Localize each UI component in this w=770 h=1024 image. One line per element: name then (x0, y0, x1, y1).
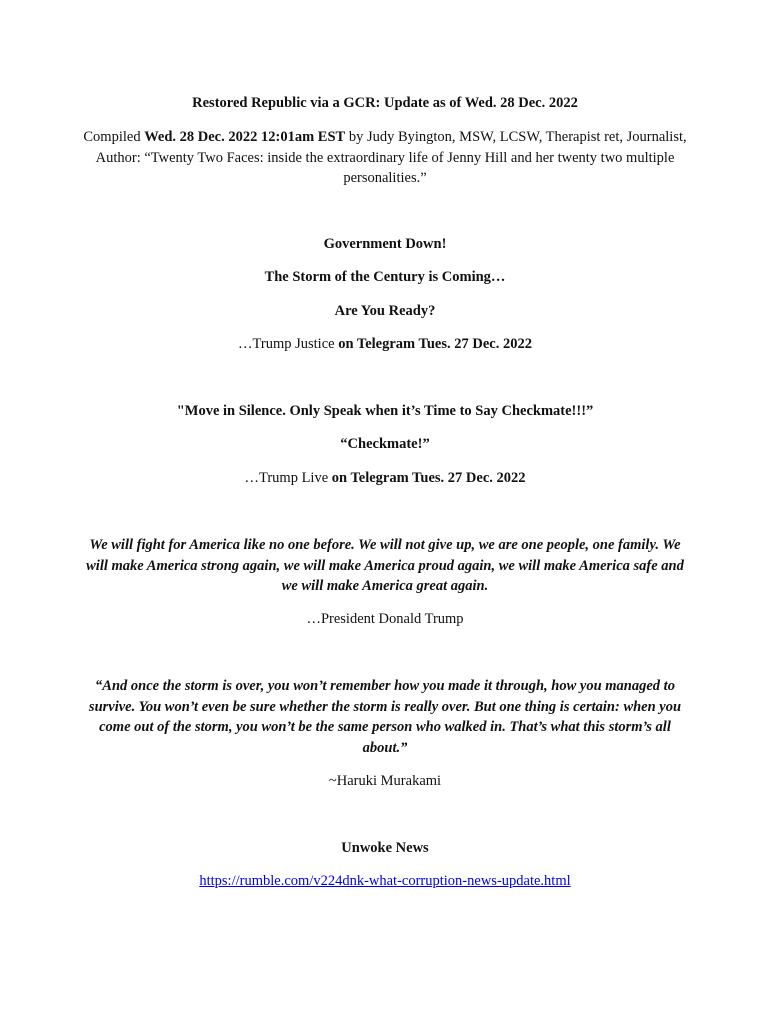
compiled-prefix: Compiled (83, 129, 145, 145)
president-trump-attribution: …President Donald Trump (306, 611, 464, 627)
storm-century-heading: The Storm of the Century is Coming… (264, 269, 506, 285)
rumble-link[interactable]: https://rumble.com/v224dnk-what-corruption-news-update.html (199, 873, 571, 889)
attribution-date: on Telegram Tues. 27 Dec. 2022 (338, 336, 532, 352)
trump-live-attribution (80, 468, 690, 489)
fight-for-america-quote: We will fight for America like no one before. We will not give up, we are one people, one family. We will make America strong again, we will make America proud again, we will make America safe and we will make America great again. (86, 537, 684, 594)
storm-quote: “And once the storm is over, you won’t remember how you made it through, how you managed to survive. You won’t even be sure whether the storm is really over. But one thing is certain: when you come out of the storm, you won’t be the same person who walked in. That’s what this storm’s all about.” (88, 678, 682, 756)
unwoke-news-heading: Unwoke News (341, 840, 429, 856)
compiled-paragraph (80, 127, 690, 189)
compiled-date: Wed. 28 Dec. 2022 12:01am EST (144, 129, 346, 145)
government-down-heading: Government Down! (323, 236, 447, 252)
document-title: Restored Republic via a GCR: Update as of Wed. 28 Dec. 2022 (192, 95, 578, 111)
compiled-rest: by Judy Byington, MSW, LCSW, Therapist ret, Journalist, Author: “Twenty Two Faces: inside the extraordinary life of Jenny Hill and her twenty two multiple personalities.” (95, 129, 687, 186)
attribution-date: on Telegram Tues. 27 Dec. 2022 (331, 470, 526, 486)
attribution-source: …Trump Justice (238, 336, 339, 352)
trump-justice-attribution (80, 334, 690, 355)
move-in-silence-quote: "Move in Silence. Only Speak when it’s Time to Say Checkmate!!!” (176, 403, 594, 419)
rumble-link-paragraph (80, 871, 690, 892)
attribution-source: …Trump Live (244, 470, 332, 486)
are-you-ready-heading: Are You Ready? (334, 303, 436, 319)
murakami-attribution: ~Haruki Murakami (328, 773, 442, 789)
checkmate-quote: “Checkmate!” (340, 436, 430, 452)
